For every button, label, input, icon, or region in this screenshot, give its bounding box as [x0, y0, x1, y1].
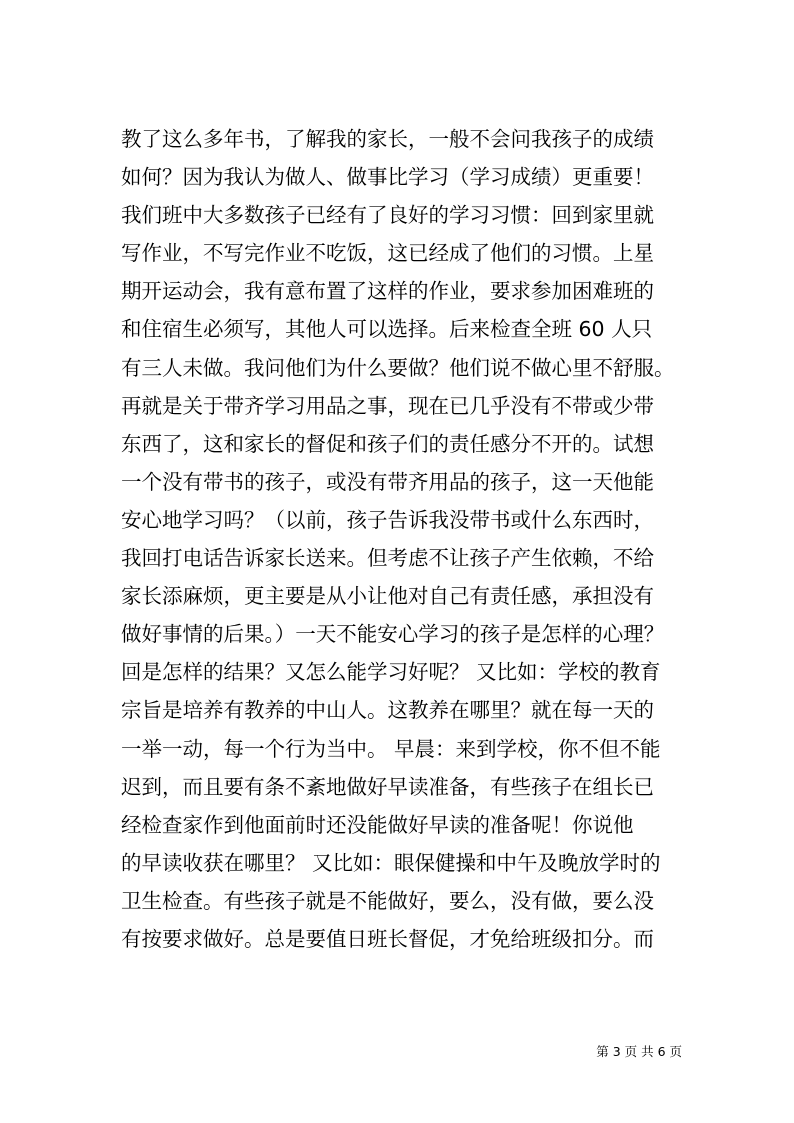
text-line: 一个没有带书的孩子，或没有带齐用品的孩子，这一天他能 [121, 469, 654, 494]
text-line: 经检查家作到他面前时还没能做好早读的准备呢！你说他 [121, 812, 634, 837]
text-line: 的早读收获在哪里？ 又比如：眼保健操和中午及晚放学时的 [121, 850, 661, 875]
text-line: 一举一动，每一个行为当中。 早晨：来到学校，你不但不能 [121, 736, 661, 761]
text-line: 我们班中大多数孩子已经有了良好的学习习惯：回到家里就 [121, 203, 654, 228]
text-line: 迟到，而且要有条不紊地做好早读准备，有些孩子在组长已 [121, 774, 654, 799]
text-line: 期开运动会，我有意布置了这样的作业，要求参加困难班的 [121, 279, 654, 304]
text-line: 和住宿生必须写，其他人可以选择。后来检查全班 60 人只 [121, 317, 653, 342]
text-line: 宗旨是培养有教养的中山人。这教养在哪里？就在每一天的 [121, 698, 654, 723]
text-line: 有按要求做好。总是要值日班长督促，才免给班级扣分。而 [121, 926, 654, 951]
body-text [121, 120, 681, 958]
text-line: 安心地学习吗？（以前，孩子告诉我没带书或什么东西时， [121, 507, 654, 532]
text-line: 做好事情的后果。）一天不能安心学习的孩子是怎样的心理？ [121, 622, 665, 647]
text-line: 再就是关于带齐学习用品之事，现在已几乎没有不带或少带 [121, 393, 654, 418]
text-line: 有三人未做。我问他们为什么要做？他们说不做心里不舒服。 [121, 355, 675, 380]
text-line: 如何？因为我认为做人、做事比学习（学习成绩）更重要！ [121, 165, 654, 190]
text-line: 我回打电话告诉家长送来。但考虑不让孩子产生依赖，不给 [121, 546, 654, 571]
text-line: 东西了，这和家长的督促和孩子们的责任感分不开的。试想 [121, 431, 654, 456]
text-line: 教了这么多年书，了解我的家长，一般不会问我孩子的成绩 [121, 127, 654, 151]
text-line: 卫生检查。有些孩子就是不能做好，要么，没有做，要么没 [121, 888, 654, 913]
page-number-footer: 第 3 页 共 6 页 [596, 1044, 682, 1059]
text-line: 家长添麻烦，更主要是从小让他对自己有责任感，承担没有 [121, 584, 654, 609]
text-line: 写作业，不写完作业不吃饭，这已经成了他们的习惯。上星 [121, 241, 654, 266]
text-line: 回是怎样的结果？又怎么能学习好呢？ 又比如：学校的教育 [121, 660, 661, 685]
